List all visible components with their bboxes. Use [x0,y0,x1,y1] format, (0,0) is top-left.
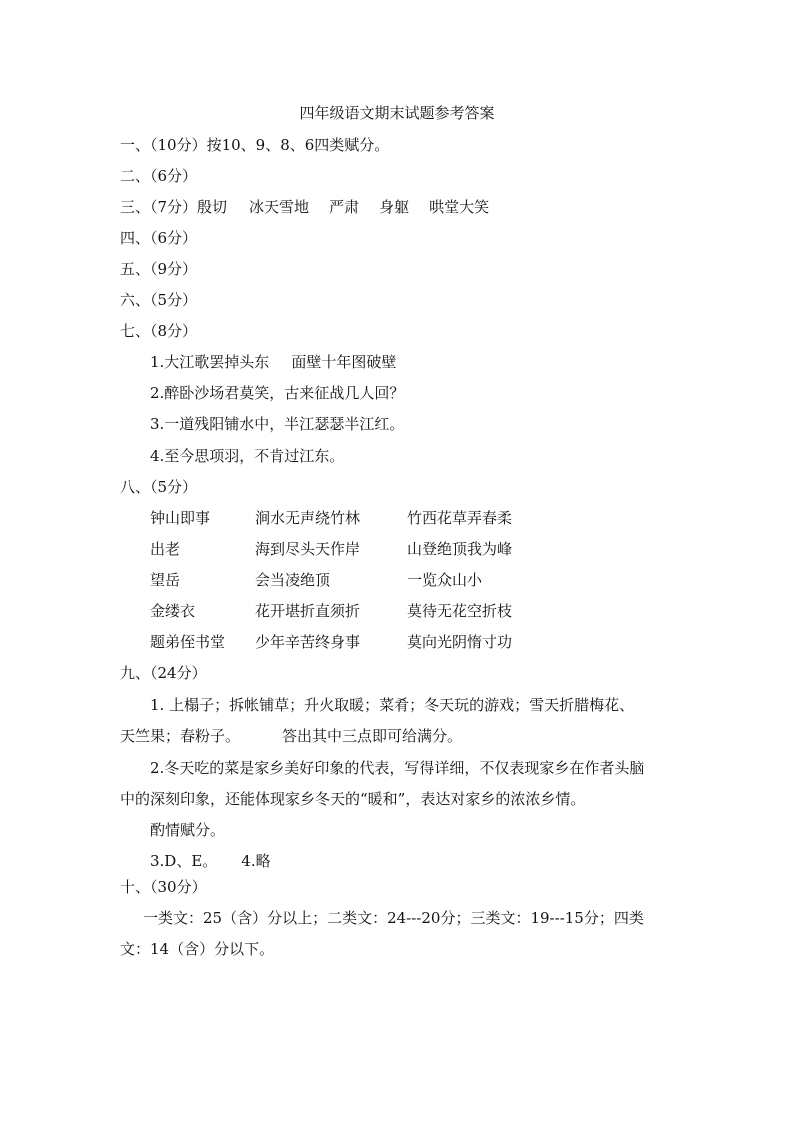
section-3-item: 身躯 [379,198,410,216]
section-9-item-2-cont: 中的深刻印象，还能体现家乡冬天的“暖和”，表达对家乡的浓浓乡情。 [120,790,586,808]
table-cell: 涧水无声绕竹林 [255,509,361,527]
table-cell: 莫向光阴惰寸功 [407,633,513,651]
section-9-scoring: 酌情赋分。 [150,821,226,839]
poem-line: 1.大江歌罢掉头东 [150,353,270,371]
answer-text: 3.D、E。 [150,852,218,870]
answer-text: 天竺果；春粉子。 [120,727,241,745]
table-cell: 钟山即事 [150,509,211,527]
table-cell: 一览众山小 [407,571,483,589]
scoring-note: 答出其中三点即可给满分。 [282,727,463,745]
page-title: 四年级语文期末试题参考答案 [299,104,495,122]
table-cell: 少年辛苦终身事 [255,633,361,651]
answer-text: 4.略 [241,852,271,870]
table-cell: 金缕衣 [150,602,196,620]
section-10-line-1: 一类文：25（含）分以上；二类文：24---20分；三类文：19---15分；四类 [143,909,644,927]
section-7-item-2: 2.醉卧沙场君莫笑，古来征战几人回？ [150,384,405,402]
section-10-line-2: 文：14（含）分以下。 [120,940,275,958]
section-3-item: 哄堂大笑 [429,198,490,216]
section-7: 七、（8分） [120,322,198,340]
section-6: 六、（5分） [120,291,198,309]
section-10: 十、（30分） [120,878,207,896]
table-cell: 山登绝顶我为峰 [407,540,513,558]
section-2: 二、（6分） [120,167,198,185]
section-9: 九、（24分） [120,664,207,682]
table-cell: 出老 [150,540,181,558]
table-cell: 题弟侄书堂 [150,633,226,651]
section-7-item-1 [150,351,396,373]
table-cell: 望岳 [150,571,181,589]
section-7-item-4: 4.至今思项羽，不肯过江东。 [150,447,345,465]
table-cell: 海到尽头天作岸 [255,540,361,558]
section-3-head: 三、（7分）殷切 [120,198,228,216]
section-9-item-1-cont [120,725,462,747]
table-cell: 花开堪折直须折 [255,602,361,620]
section-4: 四、（6分） [120,229,198,247]
section-7-item-3: 3.一道残阳铺水中，半江瑟瑟半江红。 [150,415,405,433]
table-cell: 会当凌绝顶 [255,571,331,589]
section-9-item-2: 2.冬天吃的菜是家乡美好印象的代表，写得详细，不仅表现家乡在作者头脑 [150,759,645,777]
section-3-item: 严肃 [329,198,360,216]
section-3 [120,196,489,218]
table-cell: 竹西花草弄春柔 [407,509,513,527]
section-1: 一、（10分）按10、9、8、6四类赋分。 [120,136,390,154]
poem-line: 面壁十年图破壁 [291,353,397,371]
section-5: 五、（9分） [120,260,198,278]
section-9-item-1: 1. 上榻子；拆帐铺草；升火取暖；菜肴；冬天玩的游戏；雪天折腊梅花、 [150,696,635,714]
section-8: 八、（5分） [120,478,198,496]
section-9-items-3-4 [150,850,271,872]
table-cell: 莫待无花空折枝 [407,602,513,620]
section-3-item: 冰天雪地 [249,198,310,216]
